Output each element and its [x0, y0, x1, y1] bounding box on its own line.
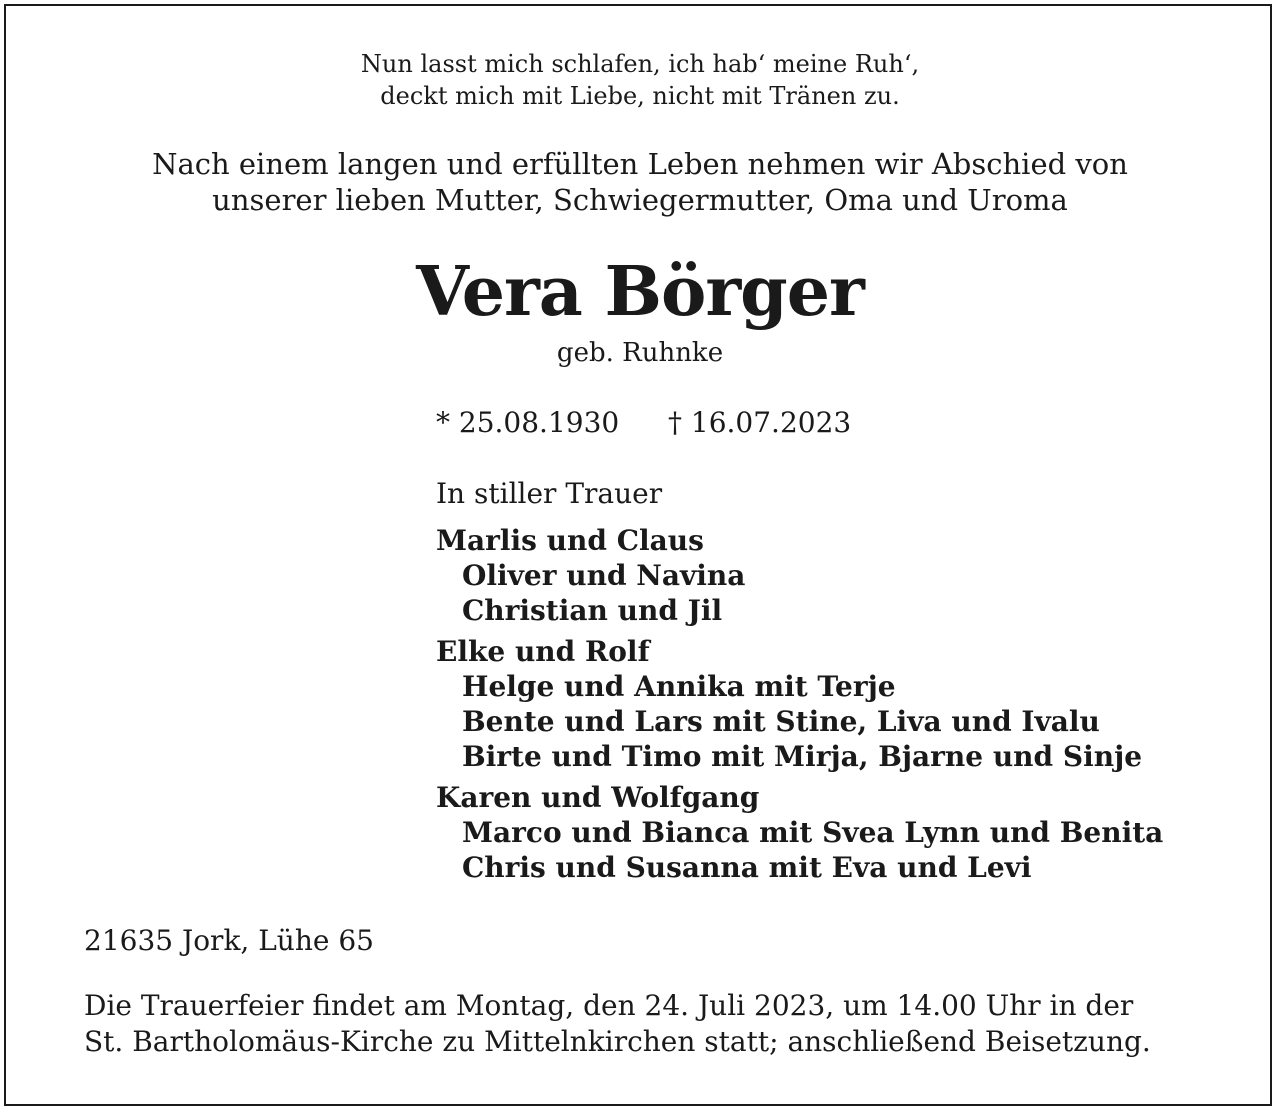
- family-child: Christian und Jil: [462, 594, 723, 627]
- mourners-list: [436, 475, 1236, 891]
- deceased-name: Vera Börger: [416, 252, 864, 332]
- family-address: 21635 Jork, Lühe 65: [84, 924, 374, 957]
- family-parent: Karen und Wolfgang: [436, 781, 760, 814]
- family-group: [436, 523, 1236, 628]
- family-group: [436, 780, 1236, 885]
- family-child: Bente und Lars mit Stine, Liva und Ivalu: [462, 705, 1100, 738]
- maiden-name: geb. Ruhnke: [556, 338, 724, 368]
- intro-line-2: unserer lieben Mutter, Schwiegermutter, Oma und Uroma: [212, 183, 1068, 217]
- family-child: Oliver und Navina: [462, 559, 746, 592]
- family-parent: Elke und Rolf: [436, 635, 650, 668]
- intro-text: [0, 146, 1280, 218]
- family-child: Helge und Annika mit Terje: [462, 670, 896, 703]
- verse: [0, 48, 1280, 112]
- life-dates: [436, 404, 852, 442]
- family-parent: Marlis und Claus: [436, 524, 704, 557]
- mourners-heading: In stiller Trauer: [436, 477, 663, 510]
- verse-line-2: deckt mich mit Liebe, nicht mit Tränen zu.: [380, 82, 900, 110]
- family-child: Birte und Timo mit Mirja, Bjarne und Sinje: [462, 740, 1143, 773]
- service-line-2: St. Bartholomäus-Kirche zu Mittelnkirchen statt; anschließend Beisetzung.: [84, 1025, 1151, 1058]
- birth-date: * 25.08.1930: [436, 406, 620, 439]
- family-child: Marco und Bianca mit Svea Lynn und Benita: [462, 816, 1164, 849]
- family-group: [436, 634, 1236, 774]
- death-date: † 16.07.2023: [668, 406, 852, 439]
- verse-line-1: Nun lasst mich schlafen, ich hab‘ meine Ruh‘,: [360, 50, 920, 78]
- intro-line-1: Nach einem langen und erfüllten Leben nehmen wir Abschied von: [152, 147, 1128, 181]
- family-child: Chris und Susanna mit Eva und Levi: [462, 851, 1032, 884]
- service-line-1: Die Trauerfeier findet am Montag, den 24. Juli 2023, um 14.00 Uhr in der: [84, 989, 1134, 1022]
- funeral-service-info: [84, 988, 1151, 1060]
